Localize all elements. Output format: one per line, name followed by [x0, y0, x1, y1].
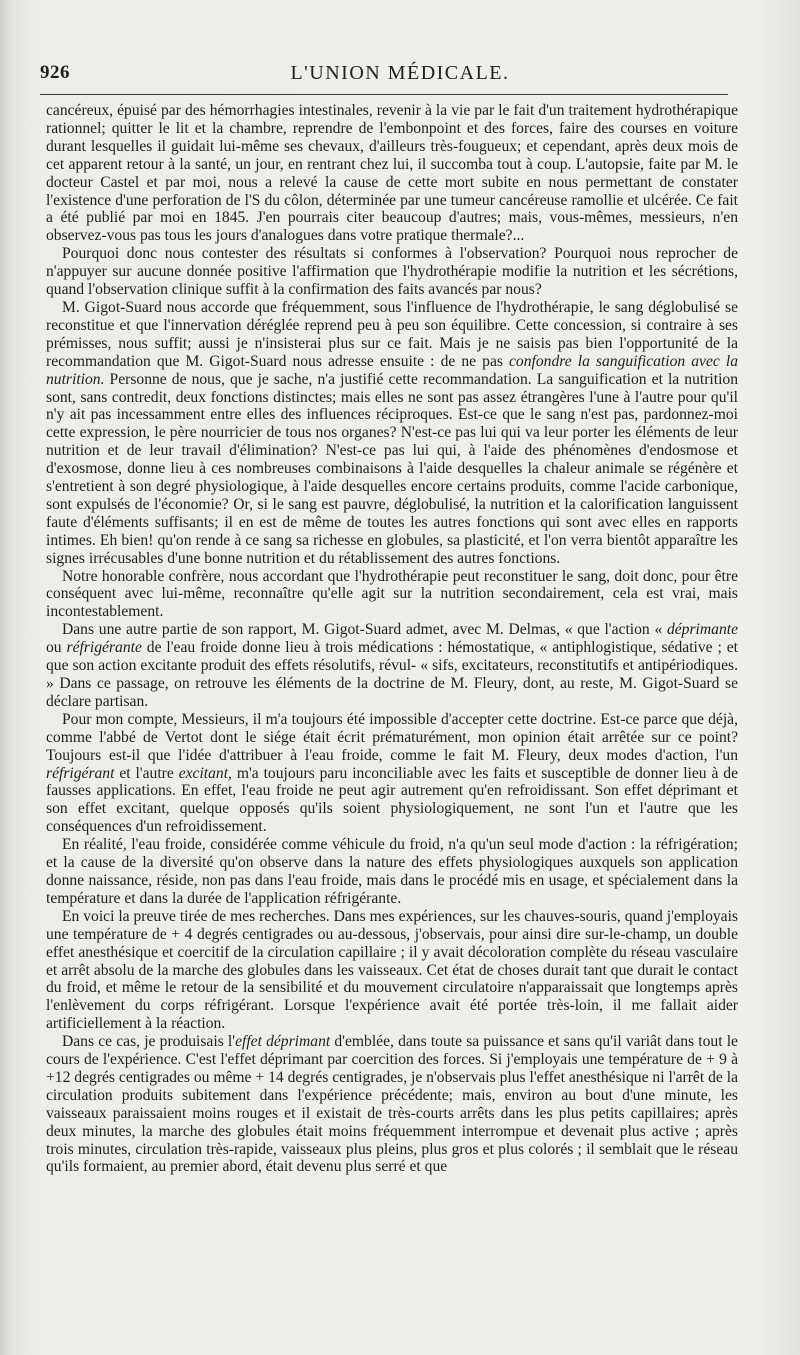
paragraph [46, 621, 738, 711]
paragraph [46, 568, 738, 622]
paragraph-text: et l'autre [114, 764, 179, 782]
paragraph [46, 836, 738, 908]
paragraph [46, 908, 738, 1033]
italic-text: excitant, [178, 764, 232, 782]
paragraph [46, 299, 738, 568]
page-header [40, 62, 760, 90]
paragraph [46, 102, 738, 245]
paragraph-text: m'a toujours paru inconciliable avec les faits et susceptible de donner lieu à de fausses applications. En effet, l'eau froide ne peut agir autrement qu'en refroidissant. Son effet déprimant et son effet excitant, quelque opposés qu'ils soient physiologiquement, ne sont l'un et l'autre que les conséquences d'un refroidissement. [46, 764, 738, 836]
running-title: L'UNION MÉDICALE. [290, 62, 510, 84]
italic-text: réfrigérant [46, 764, 115, 782]
header-rule [40, 94, 728, 95]
paragraph-text: Personne de nous, que je sache, n'a justifié cette recommandation. La sanguification et la nutrition sont, sans contredit, deux fonctions distinctes; mais elles ne sont pas assez étrangères l'une à l'autre pour qu'il n'y ait pas incessamment entre elles des influences réciproques. Est-ce que le sang n'est pas, pardonnez-moi cette expression, le père nourricier de tous nos organes? N'est-ce pas lui qui va leur porter les éléments de leur nutrition et de leur travail d'élimination? N'est-ce pas lui qui, à l'aide des phénomènes d'endosmose et d'exosmose, donne lieu à ces nombreuses combinaisons à l'aide desquelles la chaleur animale se régénère et s'entretient à son degré physiologique, à l'aide desquelles encore certains produits, comme l'acide carbonique, sont expulsés de l'économie? Or, si le sang est pauvre, déglobulisé, la nutrition et la calorification languissent faute d'éléments suffisants; il en est de même de toutes les autres fonctions qui sont avec elles en rapports intimes. Eh bien! qu'on rende à ce sang sa richesse en globules, sa plasticité, et l'on verra bientôt apparaître les signes irrécusables d'une bonne nutrition et du rétablissement des autres fonctions. [46, 370, 738, 567]
paragraph-text: Notre honorable confrère, nous accordant que l'hydrothérapie peut reconstituer le sang, doit donc, pour être conséquent avec lui-même, reconnaître qu'elle agit sur la nutrition secondairement, cela est vrai, mais incontestablement. [46, 567, 738, 621]
paragraph-text: Dans une autre partie de son rapport, M. Gigot-Suard admet, avec M. Delmas, « que l'action « [62, 621, 667, 639]
paragraph-text: Pour mon compte, Messieurs, il m'a toujours été impossible d'accepter cette doctrine. Est-ce parce que déjà, comme l'abbé de Vertot dont le siége était écrit prématurément, mon opinion était arrêtée sur ce point? Toujours est-il que l'idée d'attribuer à l'eau froide, comme le fait M. Fleury, deux modes d'action, l'un [46, 710, 738, 764]
paragraph-text: Dans ce cas, je produisais l' [62, 1033, 236, 1051]
paragraph-text: En réalité, l'eau froide, considérée comme véhicule du froid, n'a qu'un seul mode d'action : la réfrigération; et la cause de la diversité qu'on observe dans la nature des effets physiologiques auxquels son application donne naissance, réside, non pas dans l'eau froide, mais dans le procédé mis en usage, et spécialement dans la température et dans la durée de l'application réfrigérante. [46, 836, 738, 907]
body-text [46, 102, 738, 1176]
paragraph-text: M. Gigot-Suard nous accorde que fréquemment, sous l'influence de l'hydrothérapie, le sang déglobulisé se reconstitue et que l'innervation déréglée reprend peu à peu son équilibre. Cette concession, si contraire à ses prémisses, nous suffit; aussi je n'insisterai plus sur ce fait. Mais je ne saisis pas bien l'opportunité de la recommandation que M. Gigot-Suard nous adresse ensuite : de ne pas [46, 298, 738, 370]
paragraph [46, 1033, 738, 1176]
paragraph-text: ou [46, 639, 67, 657]
paragraph [46, 711, 738, 836]
italic-text: confondre la sanguification avec la nutrition. [46, 352, 738, 388]
paragraph-text: de l'eau froide donne lieu à trois médications : hémostatique, « antiphlogistique, sédative ; et que son action excitante produit des effets résolutifs, révul- « sifs, excitateurs, reconstitutifs et antipériodiques. » Dans ce passage, on retrouve les éléments de la doctrine de M. Fleury, dont, au reste, M. Gigot-Suard se déclare partisan. [46, 639, 738, 710]
paragraph-text: d'emblée, dans toute sa puissance et sans qu'il variât dans tout le cours de l'expérience. C'est l'effet déprimant par coercition des forces. Si j'employais une température de + 9 à +12 degrés centigrades ou même + 14 degrés centigrades, je n'observais plus l'effet anesthésique ni l'arrêt de la circulation produits subitement dans l'expérience précédente; mais, environ au bout d'une minute, les vaisseaux paraissaient moins rouges et il existait de très-courts arrêts dans les plus petits capillaires; après deux minutes, la marche des globules était moins fréquemment interrompue et devenait plus active ; après trois minutes, circulation très-rapide, vaisseaux plus pleins, plus gros et plus colorés ; il semblait que le réseau qu'ils formaient, au premier abord, était devenu plus serré et que [46, 1033, 738, 1176]
italic-text: effet déprimant [235, 1033, 331, 1051]
page-number: 926 [40, 62, 70, 83]
paragraph [46, 245, 738, 299]
paragraph-text: En voici la preuve tirée de mes recherches. Dans mes expériences, sur les chauves-souris, quand j'employais une température de + 4 degrés centigrades ou au-dessous, j'observais, pour ainsi dire sur-le-champ, un double effet anesthésique et coercitif de la circulation capillaire ; il y avait décoloration complète du réseau vasculaire et arrêt absolu de la marche des globules dans les vaisseaux. Cet état de choses durait tant que durait le contact du froid, et même le retour de la sensibilité et du mouvement circulatoire n'apparaissait que longtemps après l'enlèvement du corps réfrigérant. Lorsque l'expérience avait été portée très-loin, il me fallait aider artificiellement à la réaction. [46, 907, 738, 1033]
paragraph-text: Pourquoi donc nous contester des résultats si conformes à l'observation? Pourquoi nous reprocher de n'appuyer sur aucune donnée positive l'affirmation que l'hydrothérapie modifie la nutrition et les sécrétions, quand l'observation clinique suffit à la confirmation des faits avancés par nous? [46, 245, 738, 299]
italic-text: réfrigérante [66, 639, 142, 657]
italic-text: déprimante [666, 621, 738, 639]
paragraph-text: cancéreux, épuisé par des hémorrhagies intestinales, revenir à la vie par le fait d'un traitement hydrothérapique rationnel; quitter le lit et la chambre, reprendre de l'embonpoint et des forces, faire des courses en voiture durant lesquelles il guidait lui-même ses chevaux, d'ailleurs très-fougueux; et cependant, après deux mois de cet apparent retour à la santé, un jour, en rentrant chez lui, il succomba tout à coup. L'autopsie, faite par M. le docteur Castel et par moi, nous a relevé la cause de cette mort subite en nous permettant de constater l'existence d'une perforation de l'S du côlon, déterminée par une tumeur cancéreuse ramollie et ulcérée. Ce fait a été publié par moi en 1845. J'en pourrais citer beaucoup d'autres; mais, vous-mêmes, messieurs, n'en observez-vous pas tous les jours d'analogues dans votre pratique thermale?... [46, 102, 738, 245]
